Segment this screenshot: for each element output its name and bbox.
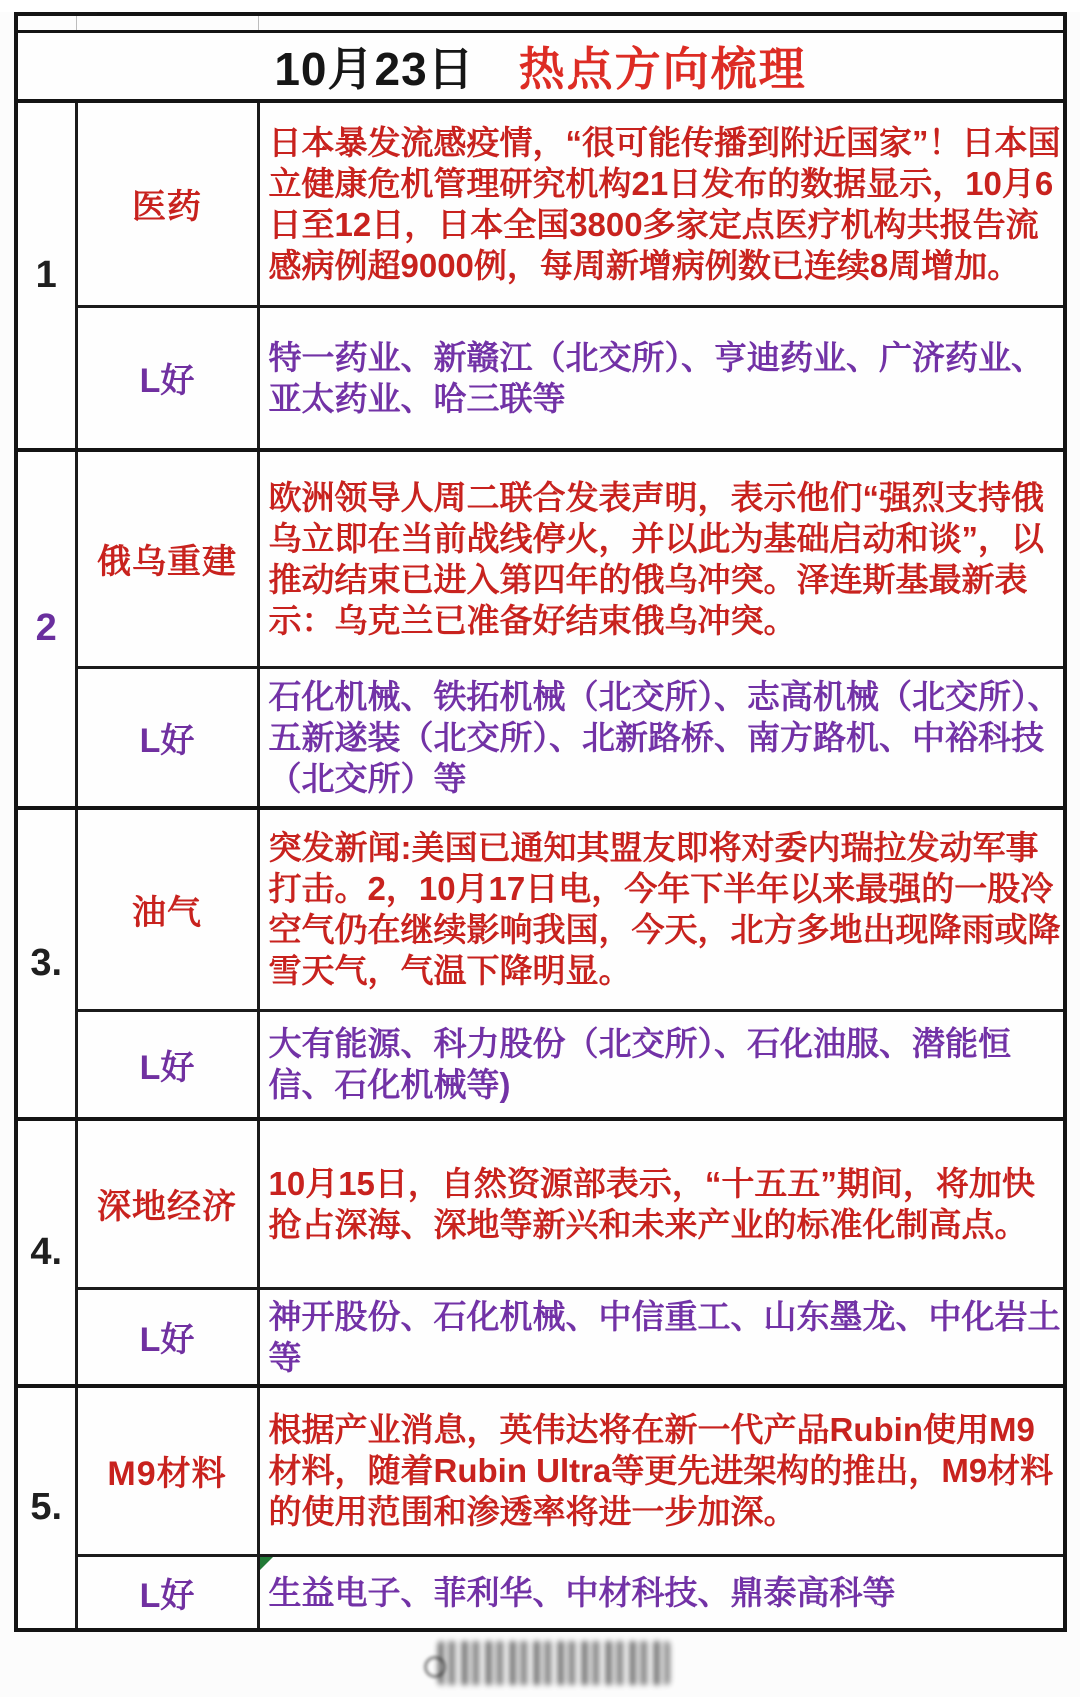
lhao-label: L好 xyxy=(139,1321,195,1360)
lhao-label: L好 xyxy=(139,1048,195,1087)
table-row-news xyxy=(16,808,1065,1011)
news-cell xyxy=(258,1119,1065,1289)
topic-cell xyxy=(76,1386,258,1556)
row-number-cell xyxy=(16,101,76,450)
row-number-cell xyxy=(16,450,76,808)
stocks-text: 特一药业、新赣江（北交所）、亨迪药业、广济药业、亚太药业、哈三联等 xyxy=(268,338,1044,417)
news-text: 根据产业消息，英伟达将在新一代产品Rubin使用M9材料，随着Rubin Ultra等更先进架构的推出，M9材料的使用范围和渗透率将进一步加深。 xyxy=(268,1411,1054,1531)
news-text: 10月15日，自然资源部表示，“十五五”期间，将加快抢占深海、深地等新兴和未来产业的标准化制高点。 xyxy=(268,1164,1035,1243)
lhao-label-cell xyxy=(76,668,258,808)
table-row-stocks xyxy=(16,668,1065,808)
topic-cell xyxy=(76,808,258,1011)
screenshot-top-edge-line xyxy=(97,12,389,15)
lhao-label: L好 xyxy=(139,1576,195,1615)
cell-comment-triangle xyxy=(260,1557,273,1570)
row-number-cell xyxy=(16,1119,76,1386)
title-row xyxy=(16,31,1065,101)
news-text: 日本暴发流感疫情，“很可能传播到附近国家”！日本国立健康危机管理研究机构21日发布的数据显示，10月6日至12日，日本全国3800多家定点医疗机构共报告流感病例超9000例，每周新增病例数已连续8周增加。 xyxy=(268,123,1061,284)
topic-cell xyxy=(76,101,258,307)
lhao-label: L好 xyxy=(139,362,195,401)
table-row-stocks xyxy=(16,1011,1065,1119)
stocks-text: 生益电子、菲利华、中材科技、鼎泰高科等 xyxy=(268,1573,896,1611)
spacer-cell xyxy=(16,14,76,31)
page xyxy=(0,12,1080,1697)
stocks-text: 大有能源、科力股份（北交所）、石化油服、潜能恒信、石化机械等) xyxy=(268,1025,1011,1104)
topic-label: 医药 xyxy=(132,188,202,227)
row-number: 3. xyxy=(30,941,63,984)
topic-label: 油气 xyxy=(132,893,202,932)
news-cell xyxy=(258,101,1065,307)
hotspot-table xyxy=(14,12,1067,1632)
lhao-label-cell xyxy=(76,1011,258,1119)
spacer-row xyxy=(16,14,1065,31)
table-row-stocks xyxy=(16,307,1065,450)
watermark xyxy=(438,1641,670,1685)
row-number: 2 xyxy=(35,607,57,649)
stocks-cell xyxy=(258,307,1065,450)
spacer-cell xyxy=(258,14,1065,31)
title-cell xyxy=(16,31,1065,101)
page-title: 热点方向梳理 xyxy=(518,42,807,95)
row-number: 5. xyxy=(30,1486,63,1528)
lhao-label-cell xyxy=(76,307,258,450)
stocks-cell xyxy=(258,668,1065,808)
topic-label: 深地经济 xyxy=(97,1188,237,1227)
title-date: 10月23日 xyxy=(274,42,475,95)
stocks-text: 神开股份、石化机械、中信重工、山东墨龙、中化岩土等 xyxy=(268,1297,1061,1376)
stocks-cell xyxy=(258,1556,1065,1630)
table-row-stocks xyxy=(16,1289,1065,1386)
table-row-news xyxy=(16,101,1065,307)
topic-cell xyxy=(76,450,258,668)
topic-label: 俄乌重建 xyxy=(97,543,237,582)
table-row-news xyxy=(16,1119,1065,1289)
lhao-label-cell xyxy=(76,1556,258,1630)
stocks-text: 石化机械、铁拓机械（北交所）、志高机械（北交所）、五新遂装（北交所）、北新路桥、南方路机、中裕科技（北交所）等 xyxy=(268,677,1061,797)
spacer-cell xyxy=(76,14,258,31)
table-row-news xyxy=(16,450,1065,668)
table-row-news xyxy=(16,1386,1065,1556)
news-text: 突发新闻:美国已通知其盟友即将对委内瑞拉发动军事打击。2，10月17日电，今年下半年以来最强的一股冷空气仍在继续影响我国，今天，北方多地出现降雨或降雪天气，气温下降明显。 xyxy=(268,829,1061,990)
lhao-label: L好 xyxy=(139,721,195,760)
topic-cell xyxy=(76,1119,258,1289)
news-cell xyxy=(258,1386,1065,1556)
row-number-cell xyxy=(16,1386,76,1630)
stocks-cell xyxy=(258,1011,1065,1119)
table-row-stocks xyxy=(16,1556,1065,1630)
lhao-label-cell xyxy=(76,1289,258,1386)
row-number-cell xyxy=(16,808,76,1119)
topic-label: M9材料 xyxy=(107,1455,227,1494)
news-text: 欧洲领导人周二联合发表声明，表示他们“强烈支持俄乌立即在当前战线停火，并以此为基础启动和谈”，以推动结束已进入第四年的俄乌冲突。泽连斯基最新表示：乌克兰已准备好结束俄乌冲突。 xyxy=(268,478,1044,639)
row-number: 4. xyxy=(30,1230,63,1273)
news-cell xyxy=(258,450,1065,668)
news-cell xyxy=(258,808,1065,1011)
row-number: 1 xyxy=(35,253,57,296)
stocks-cell xyxy=(258,1289,1065,1386)
